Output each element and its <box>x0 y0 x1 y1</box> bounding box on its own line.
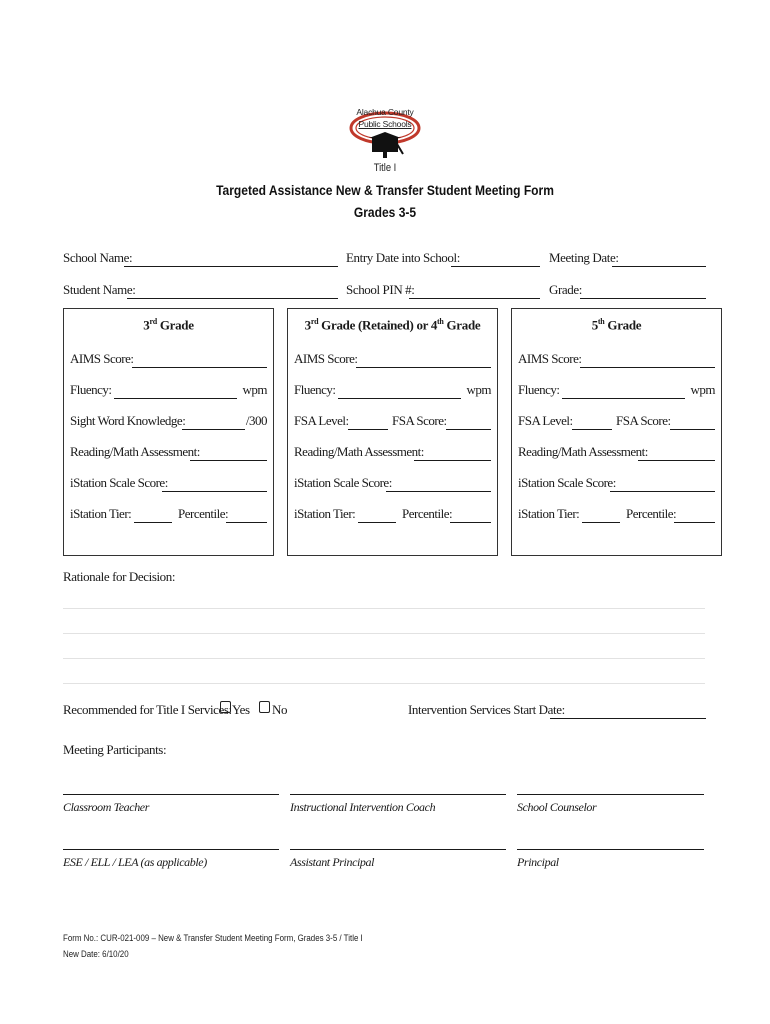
grade5-fluency-row <box>518 382 715 402</box>
aims-label: AIMS Score: <box>294 351 358 366</box>
grades-subtitle: Grades 3-5 <box>353 204 417 220</box>
wpm-unit: wpm <box>690 382 715 397</box>
grade5-aims-field[interactable] <box>580 367 715 368</box>
district-logo <box>345 104 425 162</box>
istation-scale-label: iStation Scale Score: <box>70 475 168 490</box>
grade5-percentile-field[interactable] <box>674 522 715 523</box>
grade5-box <box>511 308 722 556</box>
grade3-istation-scale-row <box>70 475 267 495</box>
school-name-field[interactable] <box>124 266 338 267</box>
rationale-line-1[interactable] <box>63 608 705 609</box>
logo-line-1: Alachua County <box>356 107 414 117</box>
intervention-coach-role: Instructional Intervention Coach <box>290 800 436 814</box>
school-pin-field[interactable] <box>409 298 540 299</box>
program-label: Title I <box>373 162 397 174</box>
grade3r4-istation-scale-row <box>294 475 491 495</box>
school-pin-label: School PIN #: <box>346 282 415 297</box>
aims-label: AIMS Score: <box>518 351 582 366</box>
participants-label: Meeting Participants: <box>63 742 167 757</box>
istation-tier-label: iStation Tier: <box>294 506 356 521</box>
footer-form-number: Form No.: CUR-021-009 – New & Transfer Student Meeting Form, Grades 3-5 / Title I <box>63 933 363 943</box>
grade3-heading: 3rd Grade <box>143 317 194 333</box>
grade5-tier-row <box>518 506 715 526</box>
grade3r4-aims-row <box>294 351 491 371</box>
grade3-fluency-field[interactable] <box>114 398 237 399</box>
percentile-label: Percentile: <box>178 506 229 521</box>
istation-tier-label: iStation Tier: <box>518 506 580 521</box>
grade3r4-istation-scale-field[interactable] <box>386 491 491 492</box>
grade3r4-heading: 3rd Grade (Retained) or 4th Grade <box>304 317 481 333</box>
grade3r4-readingmath-row <box>294 444 491 464</box>
ese-ell-lea-signature-line[interactable] <box>63 849 279 850</box>
start-date-label: Intervention Services Start Date: <box>408 702 565 717</box>
recommended-label: Recommended for Title I Services: <box>63 702 232 717</box>
reading-math-label: Reading/Math Assessment: <box>70 444 200 459</box>
footer-new-date: New Date: 6/10/20 <box>63 949 129 959</box>
wpm-unit: wpm <box>466 382 491 397</box>
intervention-coach-signature-line[interactable] <box>290 794 506 795</box>
grade3-istation-scale-field[interactable] <box>162 491 267 492</box>
principal-signature-line[interactable] <box>517 849 704 850</box>
grade3r4-percentile-field[interactable] <box>450 522 491 523</box>
fsa-level-label: FSA Level: <box>518 413 573 428</box>
yes-label: Yes <box>232 702 250 717</box>
aims-label: AIMS Score: <box>70 351 134 366</box>
grade3-sightword-field[interactable] <box>182 429 245 430</box>
principal-role: Principal <box>517 855 559 869</box>
grade5-fsa-score-field[interactable] <box>670 429 715 430</box>
fluency-label: Fluency: <box>294 382 336 397</box>
rationale-line-2[interactable] <box>63 633 705 634</box>
reading-math-label: Reading/Math Assessment: <box>518 444 648 459</box>
classroom-teacher-signature-line[interactable] <box>63 794 279 795</box>
grade3r4-fsa-score-field[interactable] <box>446 429 491 430</box>
percentile-label: Percentile: <box>402 506 453 521</box>
rationale-label: Rationale for Decision: <box>63 569 176 584</box>
grade3-tier-row <box>70 506 267 526</box>
fsa-score-label: FSA Score: <box>616 413 671 428</box>
school-counselor-signature-line[interactable] <box>517 794 704 795</box>
grade5-fluency-field[interactable] <box>562 398 685 399</box>
fsa-level-label: FSA Level: <box>294 413 349 428</box>
istation-tier-label: iStation Tier: <box>70 506 132 521</box>
grade3-readingmath-row <box>70 444 267 464</box>
reading-math-label: Reading/Math Assessment: <box>294 444 424 459</box>
student-name-field[interactable] <box>127 298 338 299</box>
grade3-box <box>63 308 274 556</box>
istation-scale-label: iStation Scale Score: <box>294 475 392 490</box>
ese-ell-lea-role: ESE / ELL / LEA (as applicable) <box>63 855 207 869</box>
no-checkbox[interactable] <box>259 701 270 713</box>
grade3r4-fsa-row <box>294 413 491 433</box>
student-name-label: Student Name: <box>63 282 136 297</box>
grade3r4-tier-row <box>294 506 491 526</box>
grade3-aims-row <box>70 351 267 371</box>
grade3-readingmath-field[interactable] <box>190 460 267 461</box>
school-counselor-role: School Counselor <box>517 800 597 814</box>
form-title: Targeted Assistance New & Transfer Student Meeting Form <box>216 182 554 198</box>
grade3r4-tier-field[interactable] <box>358 522 396 523</box>
meeting-date-field[interactable] <box>612 266 706 267</box>
grade5-istation-scale-row <box>518 475 715 495</box>
grade3-sightword-row <box>70 413 267 433</box>
fluency-label: Fluency: <box>70 382 112 397</box>
grade3-aims-field[interactable] <box>132 367 267 368</box>
fsa-score-label: FSA Score: <box>392 413 447 428</box>
grade3r4-box <box>287 308 498 556</box>
grade3-percentile-field[interactable] <box>226 522 267 523</box>
grade3r4-fluency-field[interactable] <box>338 398 461 399</box>
sight-word-label: Sight Word Knowledge: <box>70 413 186 428</box>
grade3r4-readingmath-field[interactable] <box>414 460 491 461</box>
grade5-heading: 5th Grade <box>591 317 642 333</box>
school-name-label: School Name: <box>63 250 133 265</box>
grade3r4-fluency-row <box>294 382 491 402</box>
grade5-istation-scale-field[interactable] <box>610 491 715 492</box>
classroom-teacher-role: Classroom Teacher <box>63 800 149 814</box>
start-date-field[interactable] <box>550 718 706 719</box>
grade5-fsa-level-field[interactable] <box>572 429 612 430</box>
meeting-date-label: Meeting Date: <box>549 250 619 265</box>
fluency-label: Fluency: <box>518 382 560 397</box>
yes-checkbox[interactable] <box>220 701 231 713</box>
grade3-fluency-row <box>70 382 267 402</box>
entry-date-label: Entry Date into School: <box>346 250 460 265</box>
grade-label: Grade: <box>549 282 582 297</box>
istation-scale-label: iStation Scale Score: <box>518 475 616 490</box>
assistant-principal-role: Assistant Principal <box>290 855 375 869</box>
logo-line-2: Public Schools <box>358 119 412 129</box>
grade3r4-fsa-level-field[interactable] <box>348 429 388 430</box>
no-label: No <box>272 702 288 717</box>
assistant-principal-signature-line[interactable] <box>290 849 506 850</box>
grade5-aims-row <box>518 351 715 371</box>
rationale-line-3[interactable] <box>63 658 705 659</box>
grade5-tier-field[interactable] <box>582 522 620 523</box>
grade3r4-aims-field[interactable] <box>356 367 491 368</box>
grade5-readingmath-row <box>518 444 715 464</box>
grade5-readingmath-field[interactable] <box>638 460 715 461</box>
percentile-label: Percentile: <box>626 506 677 521</box>
rationale-line-4[interactable] <box>63 683 705 684</box>
sight-word-unit: /300 <box>245 413 267 428</box>
grade3-tier-field[interactable] <box>134 522 172 523</box>
wpm-unit: wpm <box>242 382 267 397</box>
grade-field[interactable] <box>580 298 706 299</box>
grade5-fsa-row <box>518 413 715 433</box>
entry-date-field[interactable] <box>451 266 540 267</box>
